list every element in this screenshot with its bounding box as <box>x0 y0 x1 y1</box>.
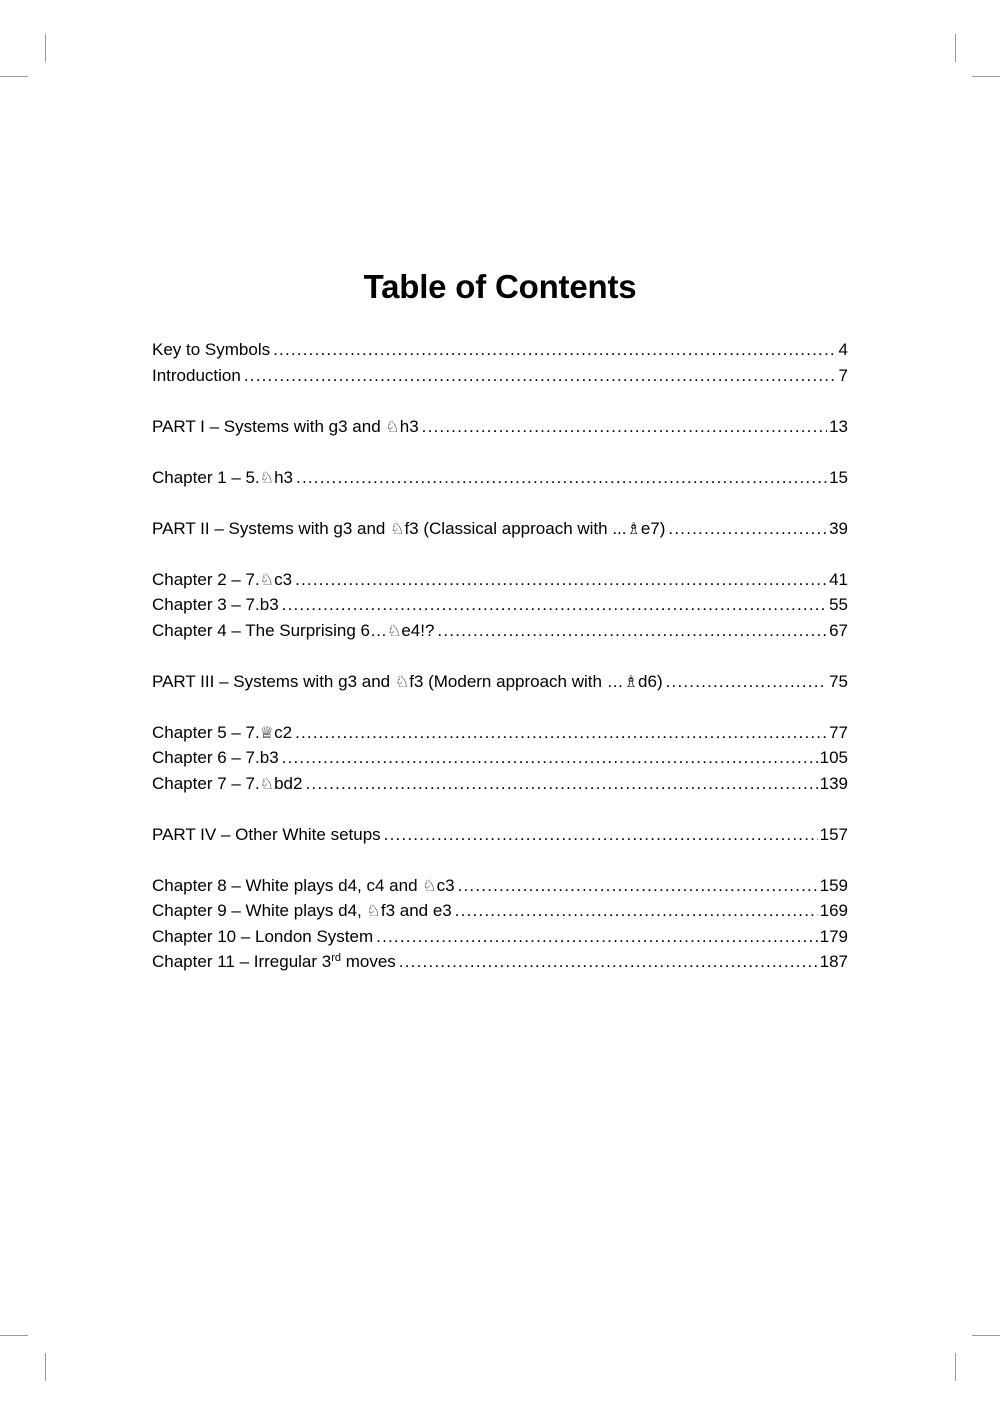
toc-entry[interactable] <box>152 414 848 440</box>
table-of-contents <box>152 337 848 975</box>
toc-entry-label <box>152 822 381 848</box>
dot-leader <box>399 949 818 975</box>
toc-entry-label <box>152 567 292 593</box>
toc-entry-text: Chapter 7 – 7. <box>152 773 260 793</box>
toc-entry-text: c3 <box>274 569 293 589</box>
toc-entry-text: PART II – Systems with g3 and <box>152 518 391 538</box>
page-number: 41 <box>829 569 848 589</box>
chess-piece-icon: ♘ <box>390 518 405 538</box>
page-number: 67 <box>829 620 848 640</box>
chess-piece-icon: ♘ <box>259 467 275 487</box>
toc-entry-label <box>152 949 396 975</box>
chess-piece-icon: ♗ <box>626 518 641 538</box>
page-number: 187 <box>819 952 848 971</box>
page-title: Table of Contents <box>363 268 637 306</box>
toc-entry[interactable] <box>152 924 848 950</box>
page-number: 139 <box>819 773 848 793</box>
dot-leader <box>376 924 817 950</box>
toc-entry[interactable] <box>152 822 848 848</box>
chess-piece-icon: ♘ <box>259 569 275 589</box>
toc-entry[interactable] <box>152 873 848 899</box>
dot-leader <box>282 592 827 618</box>
page-number: 13 <box>829 416 848 436</box>
dot-leader <box>437 618 827 644</box>
toc-entry-text: Chapter 3 – 7.b3 <box>152 595 279 614</box>
toc-entry-text: Chapter 9 – White plays d4, <box>152 901 367 920</box>
page-number: 39 <box>829 518 848 538</box>
toc-entry-label <box>152 924 373 950</box>
page-number: 157 <box>819 824 848 844</box>
page-number: 75 <box>829 671 848 691</box>
toc-entry-text: e4!? <box>401 620 435 640</box>
toc-entry[interactable] <box>152 465 848 491</box>
toc-entry-label <box>152 618 434 644</box>
page-number: 159 <box>819 875 848 895</box>
toc-entry-label <box>152 720 292 746</box>
toc-entry-label <box>152 669 663 695</box>
dot-leader <box>458 873 818 899</box>
page-number: 179 <box>819 926 848 946</box>
toc-entry-text: e7) <box>640 518 666 538</box>
page-number: 77 <box>829 722 848 742</box>
toc-entry-label <box>152 414 419 440</box>
crop-mark <box>0 76 28 77</box>
toc-entry-label <box>152 363 241 389</box>
chess-piece-icon: ♘ <box>366 901 381 920</box>
toc-entry-text: moves <box>341 952 396 971</box>
dot-leader <box>305 771 817 797</box>
toc-entry-label <box>152 898 452 924</box>
toc-entry-text: h3 <box>399 416 419 436</box>
dot-leader <box>295 720 827 746</box>
page-number: 169 <box>819 901 848 920</box>
chess-piece-icon: ♘ <box>259 773 275 793</box>
page-number: 15 <box>829 467 848 487</box>
dot-leader <box>282 745 818 771</box>
toc-entry[interactable] <box>152 720 848 746</box>
page-number: 7 <box>838 365 848 385</box>
toc-entry-label <box>152 592 279 618</box>
toc-entry-text: Key to Symbols <box>152 340 271 359</box>
toc-entry-text: Chapter 10 – London System <box>152 926 374 946</box>
dot-leader <box>422 414 827 440</box>
dot-leader <box>296 465 827 491</box>
dot-leader <box>455 898 818 924</box>
crop-mark <box>972 76 1000 77</box>
toc-entry-text: d6) <box>638 671 663 691</box>
page-number: 105 <box>819 748 848 767</box>
toc-entry-text: PART I – Systems with g3 and <box>152 416 386 436</box>
toc-entry-label <box>152 337 270 363</box>
dot-leader <box>244 363 837 389</box>
toc-entry-label <box>152 771 302 797</box>
toc-entry[interactable] <box>152 337 848 363</box>
toc-entry-text: c3 <box>436 875 455 895</box>
crop-mark <box>0 1335 28 1336</box>
toc-entry-text: f3 and e3 <box>380 901 452 920</box>
toc-entry[interactable] <box>152 745 848 771</box>
toc-entry-text: Chapter 5 – 7. <box>152 722 260 742</box>
toc-entry-label <box>152 465 293 491</box>
toc-entry[interactable] <box>152 771 848 797</box>
toc-entry-text: Chapter 6 – 7.b3 <box>152 748 279 767</box>
crop-mark <box>45 34 46 62</box>
toc-entry[interactable] <box>152 516 848 542</box>
toc-entry-text: Chapter 1 – 5. <box>152 467 260 487</box>
dot-leader <box>273 337 836 363</box>
toc-entry-text: c2 <box>274 722 293 742</box>
dot-leader <box>384 822 818 848</box>
toc-entry[interactable] <box>152 567 848 593</box>
toc-entry-text: f3 (Modern approach with … <box>409 671 624 691</box>
toc-entry[interactable] <box>152 592 848 618</box>
page-number: 4 <box>838 340 848 359</box>
crop-mark <box>972 1335 1000 1336</box>
toc-entry-text: Chapter 11 – Irregular 3 <box>152 952 332 971</box>
toc-entry-text: Introduction <box>152 365 241 385</box>
chess-piece-icon: ♘ <box>422 875 437 895</box>
dot-leader <box>295 567 827 593</box>
toc-entry-text: Chapter 2 – 7. <box>152 569 260 589</box>
toc-entry[interactable] <box>152 363 848 389</box>
toc-entry-text: PART III – Systems with g3 and <box>152 671 395 691</box>
toc-entry-text: bd2 <box>274 773 303 793</box>
crop-mark <box>955 34 956 62</box>
toc-entry-text: h3 <box>274 467 294 487</box>
chess-piece-icon: ♘ <box>386 620 402 640</box>
crop-mark <box>955 1353 956 1381</box>
chess-piece-icon: ♕ <box>259 722 275 742</box>
ordinal-suffix: rd <box>331 952 342 964</box>
toc-entry-text: Chapter 8 – White plays d4, c4 and <box>152 875 423 895</box>
chess-piece-icon: ♘ <box>394 671 410 691</box>
toc-entry[interactable] <box>152 618 848 644</box>
toc-entry-text: Chapter 4 – The Surprising 6… <box>152 620 387 640</box>
toc-entry[interactable] <box>152 669 848 695</box>
dot-leader <box>666 669 827 695</box>
page-number: 55 <box>829 595 848 614</box>
toc-entry-label <box>152 516 665 542</box>
toc-entry-text: f3 (Classical approach with ... <box>404 518 627 538</box>
toc-entry-label <box>152 745 279 771</box>
dot-leader <box>668 516 827 542</box>
toc-entry-text: PART IV – Other White setups <box>152 824 381 844</box>
crop-mark <box>45 1353 46 1381</box>
toc-entry[interactable] <box>152 949 848 975</box>
toc-entry[interactable] <box>152 898 848 924</box>
chess-piece-icon: ♗ <box>623 671 639 691</box>
chess-piece-icon: ♘ <box>385 416 400 436</box>
toc-entry-label <box>152 873 455 899</box>
